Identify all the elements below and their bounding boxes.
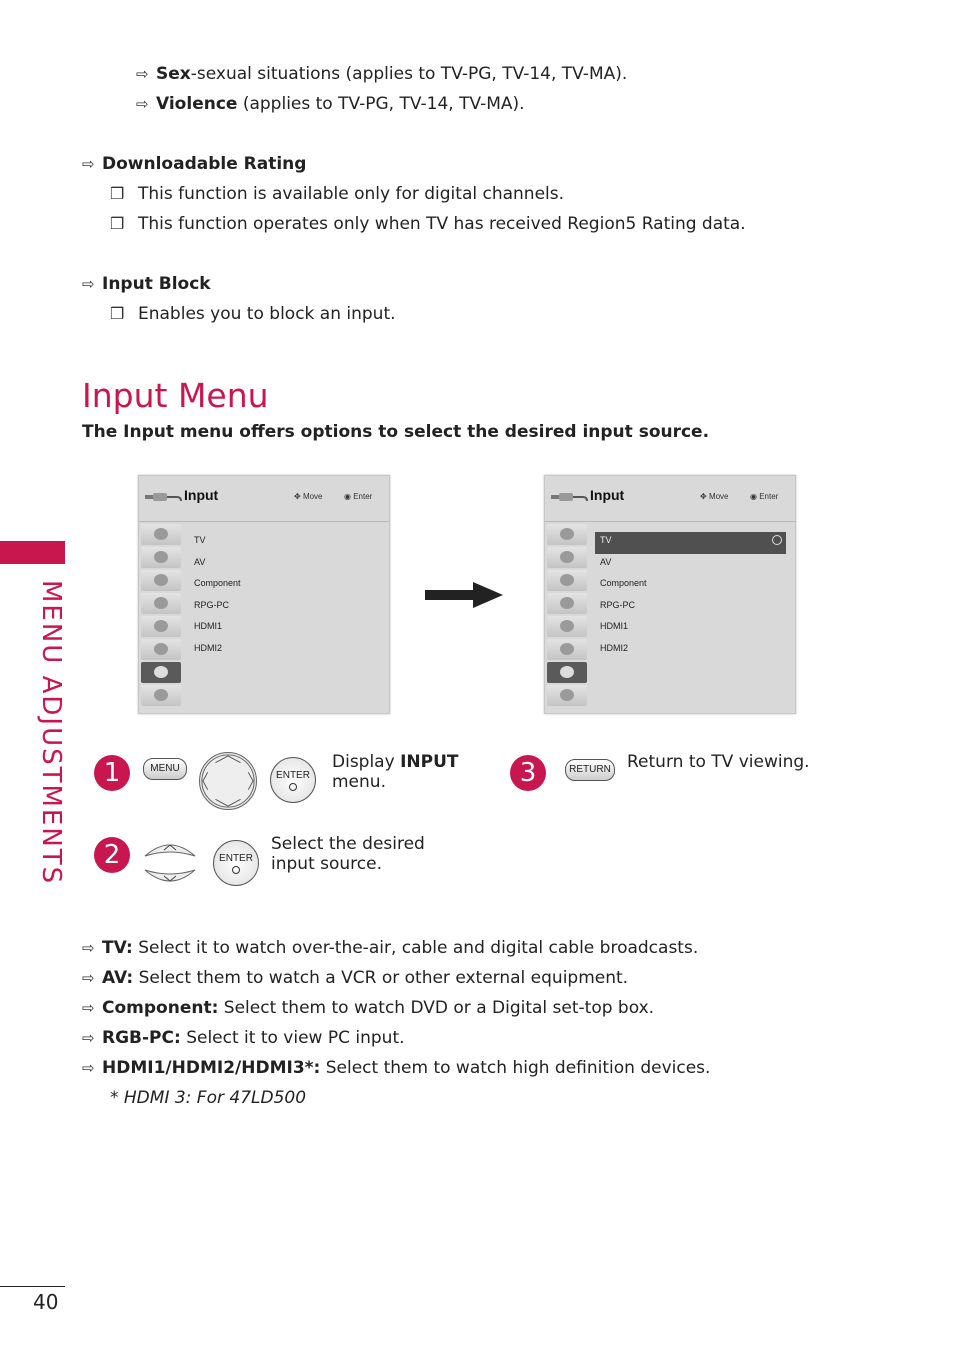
- right-arrow-icon: [425, 580, 503, 610]
- setup-icon: [547, 524, 587, 545]
- footer-rule: [0, 1286, 65, 1287]
- move-hint: ✥ Move: [700, 492, 729, 501]
- arrow-icon: ⇨: [136, 95, 149, 113]
- input-cable-icon: [145, 490, 183, 504]
- input-icon: [141, 662, 181, 683]
- tv-menu-item-tv[interactable]: TV: [194, 535, 206, 545]
- tv-menu-item-tv-selected[interactable]: TV: [595, 532, 786, 554]
- checkbox-icon: ❒: [110, 184, 125, 203]
- setup-icon: [141, 524, 181, 545]
- input-block-bullet-1: ❒ Enables you to block an input.: [110, 304, 396, 324]
- enter-dot-icon: [289, 783, 297, 791]
- option-icon: [141, 616, 181, 637]
- dpad-icon[interactable]: [199, 752, 257, 810]
- checkbox-icon: ❒: [110, 304, 125, 323]
- move-hint: ✥ Move: [294, 492, 323, 501]
- section-subtitle: The Input menu offers options to select the desired input source.: [82, 422, 710, 442]
- desc-tv: ⇨ TV: Select it to watch over-the-air, cable and digital cable broadcasts.: [82, 938, 699, 958]
- arrow-icon: ⇨: [82, 275, 95, 293]
- footnote: * HDMI 3: For 47LD500: [110, 1088, 307, 1108]
- downloadable-bullet-1: ❒ This function is available only for digital channels.: [110, 184, 565, 204]
- up-down-keys-icon[interactable]: [143, 838, 197, 888]
- step-1-badge: 1: [94, 755, 130, 791]
- desc-hdmi: ⇨ HDMI1/HDMI2/HDMI3*: Select them to watch high definition devices.: [82, 1058, 711, 1078]
- tv-menu-item-rpg-pc[interactable]: RPG-PC: [600, 599, 636, 610]
- page-number: 40: [33, 1290, 59, 1314]
- return-button[interactable]: RETURN: [565, 759, 615, 781]
- arrow-icon: ⇨: [82, 939, 95, 957]
- top-item-sex: ⇨ Sex-sexual situations (applies to TV-PG, TV-14, TV-MA).: [136, 64, 628, 84]
- tv-menu-list: [189, 532, 380, 661]
- arrow-icon: ⇨: [82, 1059, 95, 1077]
- tv-menu-screen-before: [138, 475, 390, 714]
- tv-menu-list: [595, 532, 786, 661]
- enter-button[interactable]: ENTER: [270, 757, 316, 803]
- desc-av: ⇨ AV: Select them to watch a VCR or other external equipment.: [82, 968, 629, 988]
- option-icon: [547, 616, 587, 637]
- tv-menu-header: [545, 476, 795, 522]
- input-cable-icon: [551, 490, 589, 504]
- step-1-text: Display INPUT menu.: [332, 752, 459, 792]
- step-2-text: Select the desired input source.: [271, 834, 425, 874]
- audio-icon: [141, 570, 181, 591]
- downloadable-heading: ⇨ Downloadable Rating: [82, 154, 307, 174]
- arrow-icon: ⇨: [82, 1029, 95, 1047]
- tv-menu-item-av[interactable]: AV: [194, 556, 206, 567]
- step-2-badge: 2: [94, 837, 130, 873]
- top-item-violence: ⇨ Violence (applies to TV-PG, TV-14, TV-MA).: [136, 94, 525, 114]
- lock-icon: [547, 639, 587, 660]
- arrow-icon: ⇨: [82, 969, 95, 987]
- tv-menu-header: [139, 476, 389, 522]
- section-title: Input Menu: [82, 376, 269, 415]
- checkbox-icon: ❒: [110, 214, 125, 233]
- arrow-icon: ⇨: [82, 999, 95, 1017]
- tv-menu-title: Input: [184, 487, 219, 503]
- tv-menu-title: Input: [590, 487, 625, 503]
- tv-menu-screen-after: [544, 475, 796, 714]
- side-tab: [0, 541, 65, 564]
- time-icon: [141, 593, 181, 614]
- input-block-heading: ⇨ Input Block: [82, 274, 211, 294]
- side-label: MENU ADJUSTMENTS: [36, 580, 66, 886]
- lock-icon: [141, 639, 181, 660]
- audio-icon: [547, 570, 587, 591]
- tv-menu-icon-column: [141, 524, 181, 708]
- enter-hint: ◉ Enter: [344, 492, 373, 501]
- tv-menu-item-rpg-pc[interactable]: RPG-PC: [194, 599, 230, 610]
- selected-radio-icon: [772, 535, 782, 545]
- picture-icon: [547, 547, 587, 568]
- tv-menu-item-hdmi2[interactable]: HDMI2: [194, 642, 223, 653]
- desc-rgb-pc: ⇨ RGB-PC: Select it to view PC input.: [82, 1028, 405, 1048]
- tv-menu-item-component[interactable]: Component: [194, 578, 241, 588]
- tv-menu-item-av[interactable]: AV: [600, 556, 612, 567]
- menu-button[interactable]: MENU: [143, 758, 187, 780]
- enter-hint: ◉ Enter: [750, 492, 779, 501]
- usb-icon: [547, 685, 587, 706]
- downloadable-bullet-2: ❒ This function operates only when TV has received Region5 Rating data.: [110, 214, 746, 234]
- usb-icon: [141, 685, 181, 706]
- picture-icon: [141, 547, 181, 568]
- step-3-badge: 3: [510, 755, 546, 791]
- arrow-icon: ⇨: [82, 155, 95, 173]
- step-3-text: Return to TV viewing.: [627, 752, 810, 772]
- tv-menu-icon-column: [547, 524, 587, 708]
- enter-dot-icon: [232, 866, 240, 874]
- desc-component: ⇨ Component: Select them to watch DVD or a Digital set-top box.: [82, 998, 655, 1018]
- time-icon: [547, 593, 587, 614]
- input-icon: [547, 662, 587, 683]
- tv-menu-item-component[interactable]: Component: [600, 578, 647, 588]
- tv-menu-item-hdmi1[interactable]: HDMI1: [600, 621, 629, 631]
- arrow-icon: ⇨: [136, 65, 149, 83]
- tv-menu-item-hdmi2[interactable]: HDMI2: [600, 642, 629, 653]
- tv-menu-item-hdmi1[interactable]: HDMI1: [194, 621, 223, 631]
- enter-button[interactable]: ENTER: [213, 840, 259, 886]
